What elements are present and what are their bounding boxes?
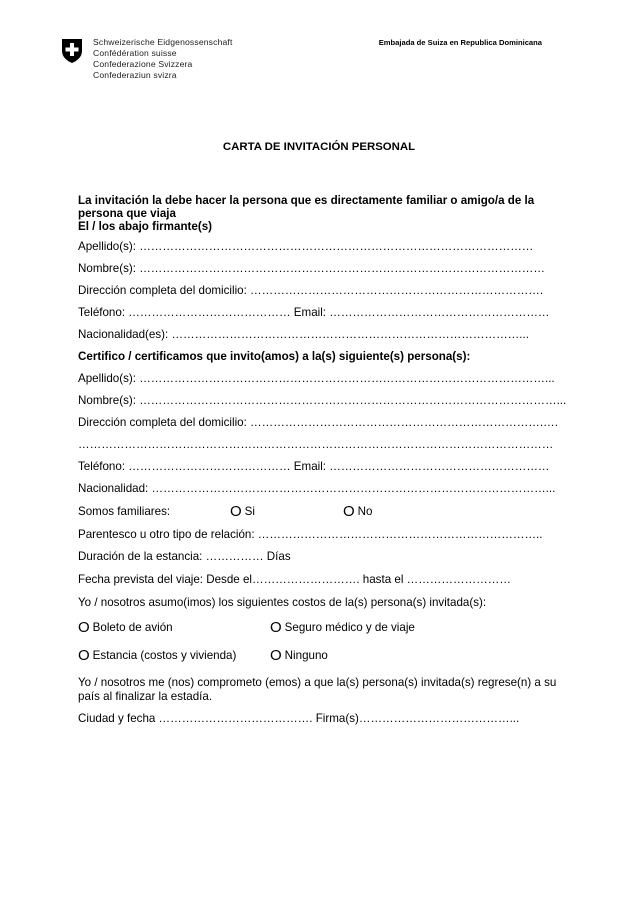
signer-telefono-email-field[interactable]: Teléfono: …………………………………… Email: ………………………………………………… [78, 306, 550, 319]
form-body [78, 194, 567, 725]
guest-direccion-continuation[interactable]: …………………………………………………………………………………………………………… [78, 438, 554, 451]
familiares-si-option[interactable] [230, 503, 255, 520]
familiares-row [78, 505, 170, 518]
confederation-name-it: Confederazione Svizzera [93, 59, 193, 69]
confederation-name-rm: Confederaziun svizra [93, 70, 177, 80]
certify-statement: Certifico / certificamos que invito(amos) a la(s) siguiente(s) persona(s): [78, 350, 471, 363]
embassy-name: Embajada de Suiza en Republica Dominicana [378, 38, 542, 47]
signer-nombres-field[interactable]: Nombre(s): …………………………………………………………………………………………… [78, 262, 545, 275]
radio-circle-icon[interactable]: O [270, 647, 282, 664]
document-title: CARTA DE INVITACIÓN PERSONAL [222, 141, 416, 153]
compromiso-statement: Yo / nosotros me (nos) comprometo (emos) a que la(s) persona(s) invitada(s) regrese(n) a su país al finalizar la estadía. [78, 676, 557, 703]
signer-direccion-field[interactable]: Dirección completa del domicilio: …………………………………………………………………. [78, 284, 544, 297]
intro-line-1: La invitación la debe hacer la persona que es directamente familiar o amigo/a de la [78, 194, 535, 207]
radio-circle-icon[interactable]: O [230, 503, 242, 520]
radio-circle-icon[interactable]: O [270, 619, 282, 636]
signer-nacionalidad-field[interactable]: Nacionalidad(es): ………………………………………………………………………………... [78, 328, 529, 341]
costo-estancia-option[interactable] [78, 647, 236, 664]
swiss-cross-icon [61, 38, 83, 64]
guest-telefono-email-field[interactable]: Teléfono: …………………………………… Email: ………………………………………………… [78, 460, 550, 473]
intro-text [78, 194, 566, 233]
radio-circle-icon[interactable]: O [343, 503, 355, 520]
guest-apellidos-field[interactable]: Apellido(s): ……………………………………………………………………………………………... [78, 372, 555, 385]
intro-line-3: El / los abajo firmante(s) [78, 220, 213, 233]
radio-circle-icon[interactable]: O [78, 647, 90, 664]
guest-nacionalidad-field[interactable]: Nacionalidad: …………………………………………………………………………………………... [78, 482, 556, 495]
familiares-no-option[interactable] [343, 503, 373, 520]
fecha-viaje-field[interactable]: Fecha prevista del viaje: Desde el………………………. hasta el ……………………… [78, 573, 511, 586]
confederation-name-fr: Confédération suisse [93, 48, 177, 58]
costo-seguro-label: Seguro médico y de viaje [284, 621, 415, 634]
costo-estancia-label: Estancia (costos y vivienda) [92, 649, 237, 662]
costos-intro: Yo / nosotros asumo(imos) los siguientes costos de la(s) persona(s) invitada(s): [78, 596, 487, 609]
familiares-no-label: No [357, 505, 373, 518]
guest-direccion-field[interactable]: Dirección completa del domicilio: ………………………………………………………………….…. [78, 416, 558, 429]
costo-ninguno-option[interactable] [270, 647, 328, 664]
confederation-names [93, 37, 233, 81]
signer-apellidos-field[interactable]: Apellido(s): ………………………………………………………………………………………… [78, 240, 534, 253]
familiares-label: Somos familiares: [78, 505, 171, 518]
costo-ninguno-label: Ninguno [284, 649, 328, 662]
duracion-field[interactable]: Duración de la estancia: …………… Días [78, 550, 291, 563]
parentesco-field[interactable]: Parentesco u otro tipo de relación: ……………………………………………………………….. [78, 528, 543, 541]
costo-boleto-option[interactable] [78, 619, 173, 636]
costo-seguro-option[interactable] [270, 619, 415, 636]
confederation-name-de: Schweizerische Eidgenossenschaft [93, 37, 233, 47]
ciudad-fecha-firma-field[interactable]: Ciudad y fecha …………………………………. Firma(s)…………………………………... [78, 712, 520, 725]
costo-boleto-label: Boleto de avión [92, 621, 173, 634]
familiares-si-label: Si [244, 505, 255, 518]
guest-nombres-field[interactable]: Nombre(s): ………………………………………………………………………………………………... [78, 394, 567, 407]
intro-line-2: persona que viaja [78, 207, 176, 220]
radio-circle-icon[interactable]: O [78, 619, 90, 636]
